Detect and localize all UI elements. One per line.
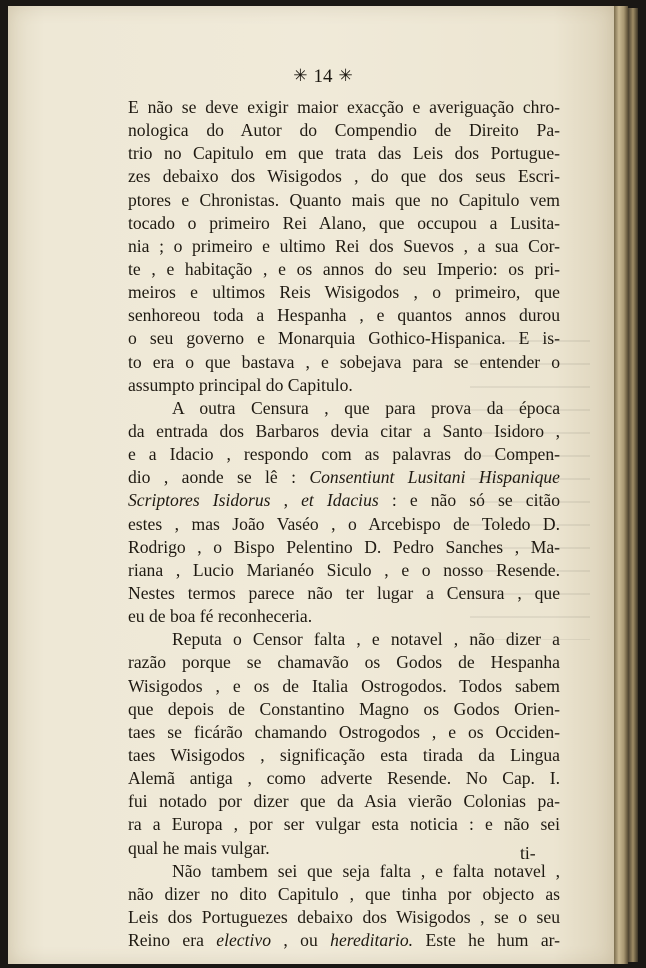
ornament-right-icon: ✳ bbox=[338, 66, 353, 85]
body-text bbox=[128, 96, 560, 952]
page-edge bbox=[614, 6, 628, 964]
text-line: senhoreou toda a Hespanha , e quantos annos durou bbox=[128, 305, 560, 326]
text-line: não dizer no dito Capitulo , que tinha por objecto as bbox=[128, 883, 560, 904]
text-line: tocado o primeiro Rei Alano, que occupou a Lusita- bbox=[128, 212, 560, 233]
text-line: nologica do Autor do Compendio de Direito Pa- bbox=[128, 120, 560, 141]
text-line: meiros e ultimos Reis Wisigodos , o primeiro, que bbox=[128, 282, 560, 303]
catchword: ti- bbox=[520, 843, 536, 863]
emphasis-word: electivo bbox=[216, 930, 271, 951]
text-line: da entrada dos Barbaros devia citar a Santo Isidoro , bbox=[128, 420, 560, 441]
text-line: nia ; o primeiro e ultimo Rei dos Suevos , a sua Cor- bbox=[128, 235, 560, 256]
latin-quote: Consentiunt Lusitani Hispanique bbox=[309, 467, 560, 488]
text-line: Rodrigo , o Bispo Pelentino D. Pedro Sanches , Ma- bbox=[128, 536, 560, 557]
text-line: Leis dos Portuguezes debaixo dos Wisigodos , se o seu bbox=[128, 906, 560, 927]
text-line: te , e habitação , e os annos do seu Imperio: os pri- bbox=[128, 258, 560, 279]
latin-quote: et Idacius bbox=[301, 490, 379, 511]
latin-quote: Scriptores Isidorus bbox=[128, 490, 271, 511]
book-cover-edge bbox=[628, 8, 638, 962]
text-line: Wisigodos , e os de Italia Ostrogodos. Todos sabem bbox=[128, 675, 560, 696]
paragraph-start-line: A outra Censura , que para prova da época bbox=[172, 397, 560, 418]
text-line: riana , Lucio Marianéo Siculo , e o nosso Resende. bbox=[128, 559, 560, 580]
text-line: zes debaixo dos Wisigodos , do que dos seus Escri- bbox=[128, 166, 560, 187]
ornament-left-icon: ✳ bbox=[293, 66, 308, 85]
text-line: taes Wisigodos , significação esta tirada da Lingua bbox=[128, 744, 560, 765]
text-line: razão porque se chamavão os Godos de Hespanha bbox=[128, 652, 560, 673]
paragraph-start-line: Não tambem sei que seja falta , e falta notavel , bbox=[172, 860, 560, 881]
text-line: ra a Europa , por ser vulgar esta noticia : e não sei bbox=[128, 814, 560, 835]
text-line: Scriptores Isidorus , et Idacius : e não só se citão bbox=[128, 490, 561, 511]
text-line: o seu governo e Monarquia Gothico-Hispanica. E is- bbox=[128, 328, 560, 349]
text-line: ptores e Chronistas. Quanto mais que no Capitulo vem bbox=[128, 189, 560, 210]
text-line: trio no Capitulo em que trata das Leis dos Portugue- bbox=[128, 143, 560, 164]
text-line: qual he mais vulgar. bbox=[128, 837, 270, 858]
text-line: Nestes termos parece não ter lugar a Censura , que bbox=[128, 582, 560, 603]
text-line: que depois de Constantino Magno os Godos Orien- bbox=[128, 698, 560, 719]
text-line: E não se deve exigir maior exacção e averiguação chro- bbox=[128, 97, 560, 117]
text-line: dio , aonde se lê : Consentiunt Lusitani Hispanique bbox=[128, 467, 560, 488]
text-line: eu de boa fé reconheceria. bbox=[128, 606, 313, 627]
text-line: assumpto principal do Capitulo. bbox=[128, 374, 353, 395]
text-line: Reino era electivo , ou hereditario. Este he hum ar- bbox=[128, 930, 561, 951]
emphasis-word: hereditario. bbox=[330, 930, 414, 951]
text-line: fui notado por dizer que da Asia vierão Colonias pa- bbox=[128, 791, 560, 812]
text-line: estes , mas João Vaséo , o Arcebispo de Toledo D. bbox=[128, 513, 560, 534]
page-header bbox=[0, 66, 646, 88]
text-line: e a Idacio , respondo com as palavras do Compen- bbox=[128, 444, 560, 465]
text-line: Alemã antiga , como adverte Resende. No Cap. I. bbox=[128, 768, 560, 789]
paragraph-start-line: Reputa o Censor falta , e notavel , não dizer a bbox=[172, 629, 560, 650]
page-number: 14 bbox=[313, 66, 333, 87]
text-line: taes se ficárão chamando Ostrogodos , e os Occiden- bbox=[128, 721, 560, 742]
text-line: to era o que bastava , e sobejava para se entender o bbox=[128, 351, 560, 372]
